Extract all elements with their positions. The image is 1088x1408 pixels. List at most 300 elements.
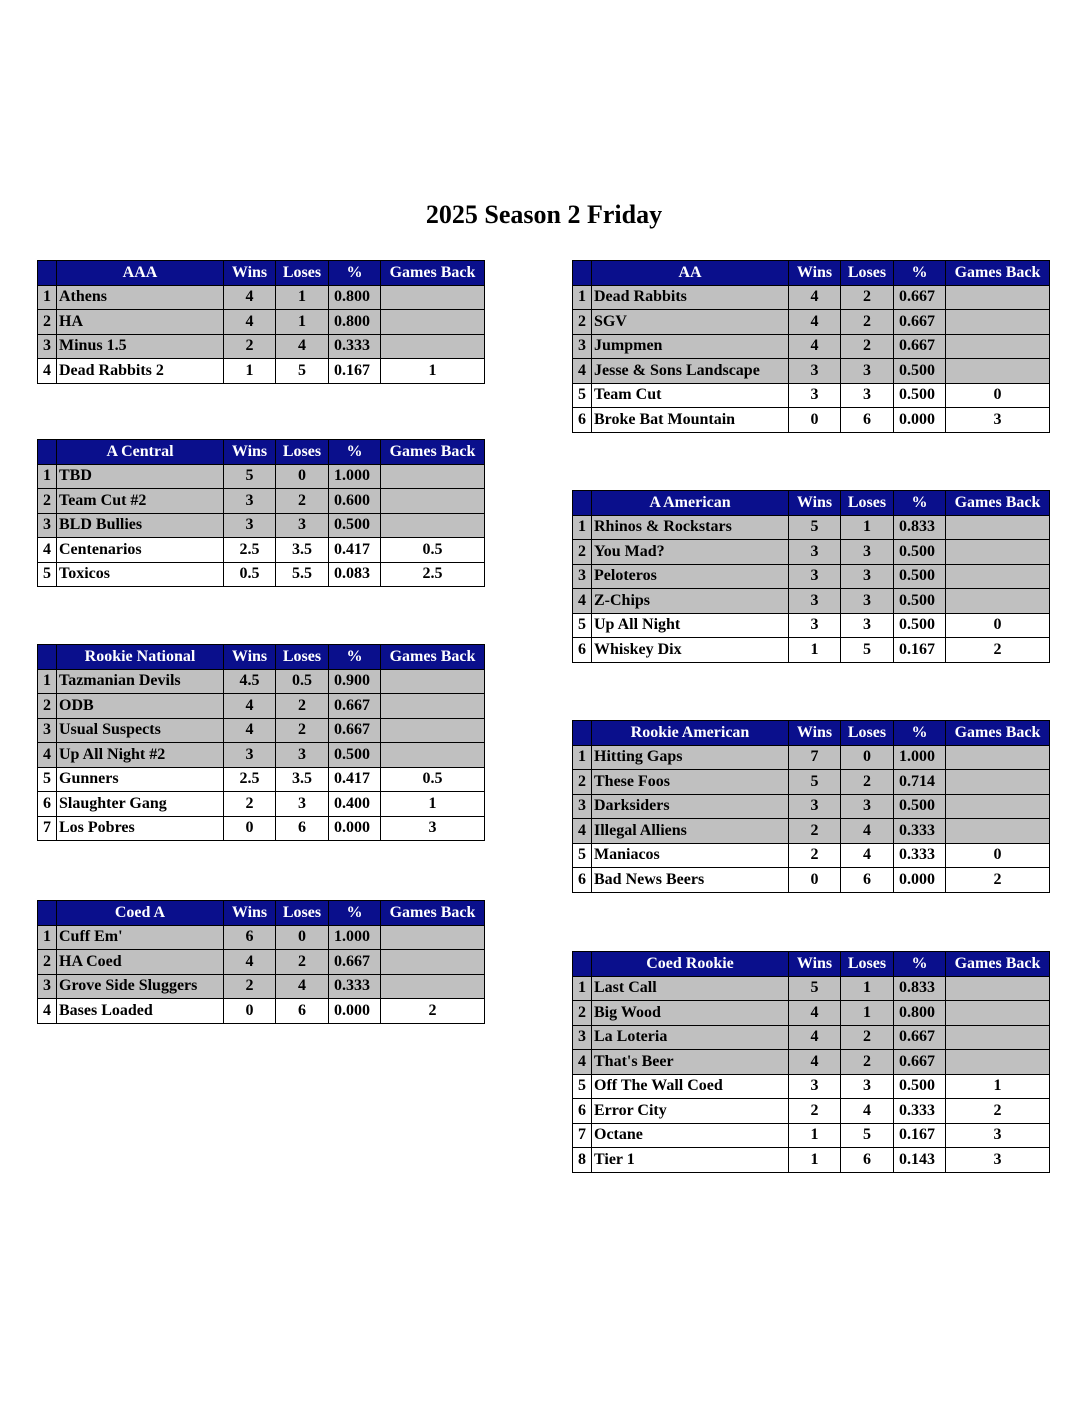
rank-cell: 2 [573, 540, 592, 565]
pct-cell: 0.500 [894, 589, 946, 614]
table-row [573, 589, 1050, 614]
loses-cell: 6 [841, 408, 894, 433]
games-back-cell: 0 [946, 613, 1050, 638]
loses-cell: 2 [841, 334, 894, 359]
header-games-back: Games Back [946, 952, 1050, 977]
table-row [38, 513, 485, 538]
games-back-cell [381, 743, 485, 768]
team-name-cell: Slaughter Gang [57, 792, 224, 817]
table-row [573, 613, 1050, 638]
wins-cell: 3 [789, 540, 841, 565]
header-loses: Loses [276, 645, 329, 670]
wins-cell: 3 [789, 589, 841, 614]
pct-cell: 0.800 [329, 285, 381, 310]
team-name-cell: Error City [592, 1099, 789, 1124]
table-row [573, 770, 1050, 795]
games-back-cell: 1 [381, 792, 485, 817]
table-row [38, 767, 485, 792]
wins-cell: 3 [224, 743, 276, 768]
rank-cell: 1 [573, 745, 592, 770]
pct-cell: 0.667 [894, 1025, 946, 1050]
rank-cell: 6 [573, 868, 592, 893]
rank-cell: 3 [573, 564, 592, 589]
wins-cell: 1 [224, 359, 276, 384]
team-name-cell: Octane [592, 1123, 789, 1148]
team-name-cell: HA [57, 310, 224, 335]
loses-cell: 2 [841, 1025, 894, 1050]
header-games-back: Games Back [946, 491, 1050, 516]
pct-cell: 0.333 [894, 843, 946, 868]
header-row [38, 645, 485, 670]
header-games-back: Games Back [381, 440, 485, 465]
rank-cell: 1 [38, 925, 57, 950]
games-back-cell [946, 976, 1050, 1001]
loses-cell: 1 [841, 1001, 894, 1026]
wins-cell: 5 [789, 770, 841, 795]
table-row [38, 792, 485, 817]
table-row [573, 638, 1050, 663]
rank-cell: 5 [38, 562, 57, 587]
games-back-cell: 1 [946, 1074, 1050, 1099]
loses-cell: 2 [841, 285, 894, 310]
table-row [38, 718, 485, 743]
games-back-cell [946, 515, 1050, 540]
wins-cell: 2 [224, 792, 276, 817]
table-row [573, 868, 1050, 893]
table-row [38, 285, 485, 310]
wins-cell: 5 [789, 976, 841, 1001]
header-row [38, 261, 485, 286]
wins-cell: 5 [789, 515, 841, 540]
table-row [38, 489, 485, 514]
team-name-cell: Grove Side Sluggers [57, 974, 224, 999]
rank-cell: 8 [573, 1148, 592, 1173]
pct-cell: 0.667 [329, 694, 381, 719]
team-name-cell: Jesse & Sons Landscape [592, 359, 789, 384]
header-blank [38, 261, 57, 286]
games-back-cell [946, 1050, 1050, 1075]
team-name-cell: Centenarios [57, 538, 224, 563]
table-row [38, 669, 485, 694]
team-name-cell: Usual Suspects [57, 718, 224, 743]
loses-cell: 2 [276, 489, 329, 514]
table-row [573, 383, 1050, 408]
header-pct: % [894, 261, 946, 286]
loses-cell: 6 [276, 816, 329, 841]
division-name: Coed A [57, 901, 224, 926]
standings-table-rookie-national [37, 644, 485, 841]
table-row [38, 743, 485, 768]
team-name-cell: Darksiders [592, 794, 789, 819]
pct-cell: 0.833 [894, 515, 946, 540]
pct-cell: 0.143 [894, 1148, 946, 1173]
wins-cell: 4 [224, 285, 276, 310]
team-name-cell: Athens [57, 285, 224, 310]
loses-cell: 0 [276, 925, 329, 950]
games-back-cell [946, 285, 1050, 310]
loses-cell: 3 [841, 1074, 894, 1099]
header-loses: Loses [841, 721, 894, 746]
loses-cell: 3 [841, 383, 894, 408]
header-loses: Loses [841, 491, 894, 516]
wins-cell: 4 [789, 1050, 841, 1075]
rank-cell: 1 [38, 669, 57, 694]
team-name-cell: Jumpmen [592, 334, 789, 359]
division-name: Rookie National [57, 645, 224, 670]
pct-cell: 0.167 [894, 638, 946, 663]
team-name-cell: Gunners [57, 767, 224, 792]
rank-cell: 4 [573, 819, 592, 844]
table-row [573, 285, 1050, 310]
header-blank [38, 645, 57, 670]
header-blank [573, 721, 592, 746]
rank-cell: 2 [573, 1001, 592, 1026]
games-back-cell: 1 [381, 359, 485, 384]
team-name-cell: Bad News Beers [592, 868, 789, 893]
header-pct: % [894, 721, 946, 746]
pct-cell: 0.083 [329, 562, 381, 587]
loses-cell: 4 [276, 334, 329, 359]
team-name-cell: TBD [57, 464, 224, 489]
team-name-cell: Bases Loaded [57, 999, 224, 1024]
loses-cell: 3.5 [276, 767, 329, 792]
header-games-back: Games Back [946, 721, 1050, 746]
pct-cell: 0.333 [329, 334, 381, 359]
header-wins: Wins [789, 261, 841, 286]
rank-cell: 5 [573, 1074, 592, 1099]
rank-cell: 1 [573, 285, 592, 310]
standings-table-aaa [37, 260, 485, 384]
table-row [38, 359, 485, 384]
loses-cell: 2 [276, 718, 329, 743]
team-name-cell: Broke Bat Mountain [592, 408, 789, 433]
pct-cell: 0.667 [894, 285, 946, 310]
loses-cell: 3 [841, 540, 894, 565]
team-name-cell: Illegal Alliens [592, 819, 789, 844]
header-blank [573, 952, 592, 977]
rank-cell: 2 [38, 310, 57, 335]
pct-cell: 0.667 [894, 334, 946, 359]
games-back-cell [381, 310, 485, 335]
games-back-cell [381, 694, 485, 719]
loses-cell: 6 [841, 1148, 894, 1173]
wins-cell: 3 [789, 359, 841, 384]
team-name-cell: SGV [592, 310, 789, 335]
pct-cell: 1.000 [329, 925, 381, 950]
table-row [573, 794, 1050, 819]
pct-cell: 0.500 [894, 540, 946, 565]
pct-cell: 0.500 [894, 359, 946, 384]
table-row [573, 843, 1050, 868]
table-row [573, 564, 1050, 589]
header-loses: Loses [276, 261, 329, 286]
header-loses: Loses [276, 440, 329, 465]
page-title: 2025 Season 2 Friday [425, 200, 663, 229]
division-name: A Central [57, 440, 224, 465]
games-back-cell: 3 [946, 1148, 1050, 1173]
loses-cell: 2 [841, 1050, 894, 1075]
table-row [573, 1025, 1050, 1050]
loses-cell: 5 [276, 359, 329, 384]
loses-cell: 4 [276, 974, 329, 999]
header-blank [573, 261, 592, 286]
header-row [573, 491, 1050, 516]
standings-table-rookie-american [572, 720, 1050, 893]
games-back-cell [381, 285, 485, 310]
games-back-cell: 0.5 [381, 767, 485, 792]
pct-cell: 0.714 [894, 770, 946, 795]
team-name-cell: You Mad? [592, 540, 789, 565]
rank-cell: 1 [38, 464, 57, 489]
division-name: Coed Rookie [592, 952, 789, 977]
rank-cell: 4 [38, 538, 57, 563]
wins-cell: 3 [789, 1074, 841, 1099]
standings-table-coed-a [37, 900, 485, 1024]
rank-cell: 2 [573, 310, 592, 335]
header-games-back: Games Back [381, 901, 485, 926]
table-row [573, 515, 1050, 540]
wins-cell: 1 [789, 638, 841, 663]
loses-cell: 2 [841, 310, 894, 335]
rank-cell: 2 [38, 950, 57, 975]
rank-cell: 6 [573, 408, 592, 433]
rank-cell: 1 [573, 515, 592, 540]
header-wins: Wins [789, 952, 841, 977]
rank-cell: 6 [38, 792, 57, 817]
table-row [38, 562, 485, 587]
pct-cell: 0.900 [329, 669, 381, 694]
team-name-cell: Dead Rabbits 2 [57, 359, 224, 384]
loses-cell: 3 [841, 794, 894, 819]
rank-cell: 6 [573, 1099, 592, 1124]
rank-cell: 3 [38, 974, 57, 999]
loses-cell: 4 [841, 843, 894, 868]
rank-cell: 3 [38, 334, 57, 359]
pct-cell: 0.333 [894, 1099, 946, 1124]
pct-cell: 0.667 [894, 1050, 946, 1075]
team-name-cell: Team Cut #2 [57, 489, 224, 514]
header-row [573, 952, 1050, 977]
team-name-cell: Up All Night #2 [57, 743, 224, 768]
games-back-cell [946, 745, 1050, 770]
header-loses: Loses [276, 901, 329, 926]
games-back-cell [381, 925, 485, 950]
table-row [573, 1099, 1050, 1124]
loses-cell: 6 [276, 999, 329, 1024]
division-name: AAA [57, 261, 224, 286]
pct-cell: 0.500 [894, 1074, 946, 1099]
games-back-cell: 3 [946, 408, 1050, 433]
games-back-cell [381, 974, 485, 999]
table-row [573, 745, 1050, 770]
header-row [38, 440, 485, 465]
games-back-cell [381, 464, 485, 489]
header-blank [38, 440, 57, 465]
header-row [573, 721, 1050, 746]
rank-cell: 2 [38, 489, 57, 514]
wins-cell: 4 [224, 310, 276, 335]
rank-cell: 5 [573, 843, 592, 868]
table-row [573, 310, 1050, 335]
wins-cell: 6 [224, 925, 276, 950]
division-name: A American [592, 491, 789, 516]
header-wins: Wins [224, 645, 276, 670]
team-name-cell: Off The Wall Coed [592, 1074, 789, 1099]
table-row [38, 538, 485, 563]
wins-cell: 4 [789, 1025, 841, 1050]
rank-cell: 5 [573, 383, 592, 408]
pct-cell: 0.667 [329, 718, 381, 743]
table-row [38, 950, 485, 975]
pct-cell: 0.333 [329, 974, 381, 999]
table-row [573, 1001, 1050, 1026]
rank-cell: 2 [573, 770, 592, 795]
wins-cell: 1 [789, 1148, 841, 1173]
table-row [573, 334, 1050, 359]
games-back-cell [381, 513, 485, 538]
loses-cell: 0.5 [276, 669, 329, 694]
header-wins: Wins [789, 721, 841, 746]
pct-cell: 0.667 [329, 950, 381, 975]
rank-cell: 2 [38, 694, 57, 719]
loses-cell: 3 [276, 792, 329, 817]
header-wins: Wins [224, 261, 276, 286]
wins-cell: 4.5 [224, 669, 276, 694]
team-name-cell: HA Coed [57, 950, 224, 975]
header-games-back: Games Back [381, 261, 485, 286]
table-row [573, 359, 1050, 384]
wins-cell: 0 [789, 868, 841, 893]
team-name-cell: Big Wood [592, 1001, 789, 1026]
header-games-back: Games Back [381, 645, 485, 670]
team-name-cell: Whiskey Dix [592, 638, 789, 663]
rank-cell: 1 [573, 976, 592, 1001]
team-name-cell: Cuff Em' [57, 925, 224, 950]
header-pct: % [329, 901, 381, 926]
table-row [573, 1148, 1050, 1173]
games-back-cell [946, 794, 1050, 819]
games-back-cell [946, 540, 1050, 565]
pct-cell: 0.400 [329, 792, 381, 817]
header-blank [573, 491, 592, 516]
games-back-cell [946, 359, 1050, 384]
loses-cell: 4 [841, 1099, 894, 1124]
table-row [573, 540, 1050, 565]
header-wins: Wins [789, 491, 841, 516]
pct-cell: 0.500 [894, 613, 946, 638]
header-wins: Wins [224, 440, 276, 465]
rank-cell: 4 [38, 999, 57, 1024]
wins-cell: 0.5 [224, 562, 276, 587]
header-loses: Loses [841, 261, 894, 286]
table-row [573, 1074, 1050, 1099]
wins-cell: 4 [789, 1001, 841, 1026]
header-pct: % [329, 440, 381, 465]
wins-cell: 0 [224, 999, 276, 1024]
wins-cell: 3 [224, 513, 276, 538]
games-back-cell [381, 950, 485, 975]
header-loses: Loses [841, 952, 894, 977]
rank-cell: 5 [573, 613, 592, 638]
pct-cell: 0.500 [329, 743, 381, 768]
division-name: AA [592, 261, 789, 286]
loses-cell: 3 [841, 564, 894, 589]
table-row [573, 976, 1050, 1001]
games-back-cell [946, 819, 1050, 844]
header-pct: % [329, 645, 381, 670]
pct-cell: 0.000 [894, 408, 946, 433]
table-row [38, 334, 485, 359]
loses-cell: 6 [841, 868, 894, 893]
team-name-cell: Minus 1.5 [57, 334, 224, 359]
loses-cell: 5.5 [276, 562, 329, 587]
team-name-cell: Hitting Gaps [592, 745, 789, 770]
rank-cell: 4 [573, 1050, 592, 1075]
rank-cell: 4 [38, 743, 57, 768]
games-back-cell: 0 [946, 843, 1050, 868]
loses-cell: 1 [276, 285, 329, 310]
games-back-cell [946, 770, 1050, 795]
loses-cell: 2 [276, 950, 329, 975]
pct-cell: 0.000 [329, 816, 381, 841]
loses-cell: 3 [841, 359, 894, 384]
wins-cell: 0 [224, 816, 276, 841]
loses-cell: 0 [276, 464, 329, 489]
loses-cell: 4 [841, 819, 894, 844]
table-row [38, 999, 485, 1024]
rank-cell: 3 [573, 794, 592, 819]
games-back-cell: 2 [946, 868, 1050, 893]
pct-cell: 0.333 [894, 819, 946, 844]
standings-table-aa [572, 260, 1050, 433]
pct-cell: 1.000 [329, 464, 381, 489]
pct-cell: 0.500 [894, 383, 946, 408]
table-row [38, 310, 485, 335]
table-row [573, 819, 1050, 844]
team-name-cell: Dead Rabbits [592, 285, 789, 310]
standings-table-a-american [572, 490, 1050, 663]
pct-cell: 0.833 [894, 976, 946, 1001]
header-row [38, 901, 485, 926]
wins-cell: 2 [224, 334, 276, 359]
loses-cell: 1 [841, 515, 894, 540]
rank-cell: 3 [38, 513, 57, 538]
rank-cell: 3 [38, 718, 57, 743]
pct-cell: 0.167 [894, 1123, 946, 1148]
table-row [38, 816, 485, 841]
games-back-cell [946, 589, 1050, 614]
wins-cell: 3 [224, 489, 276, 514]
wins-cell: 2.5 [224, 767, 276, 792]
pct-cell: 0.417 [329, 538, 381, 563]
loses-cell: 5 [841, 1123, 894, 1148]
header-pct: % [329, 261, 381, 286]
team-name-cell: Last Call [592, 976, 789, 1001]
rank-cell: 1 [38, 285, 57, 310]
wins-cell: 2.5 [224, 538, 276, 563]
games-back-cell: 0 [946, 383, 1050, 408]
team-name-cell: Up All Night [592, 613, 789, 638]
header-games-back: Games Back [946, 261, 1050, 286]
table-row [573, 1123, 1050, 1148]
games-back-cell [946, 1001, 1050, 1026]
pct-cell: 0.800 [329, 310, 381, 335]
rank-cell: 3 [573, 334, 592, 359]
team-name-cell: Team Cut [592, 383, 789, 408]
wins-cell: 2 [789, 819, 841, 844]
games-back-cell [946, 334, 1050, 359]
wins-cell: 3 [789, 383, 841, 408]
